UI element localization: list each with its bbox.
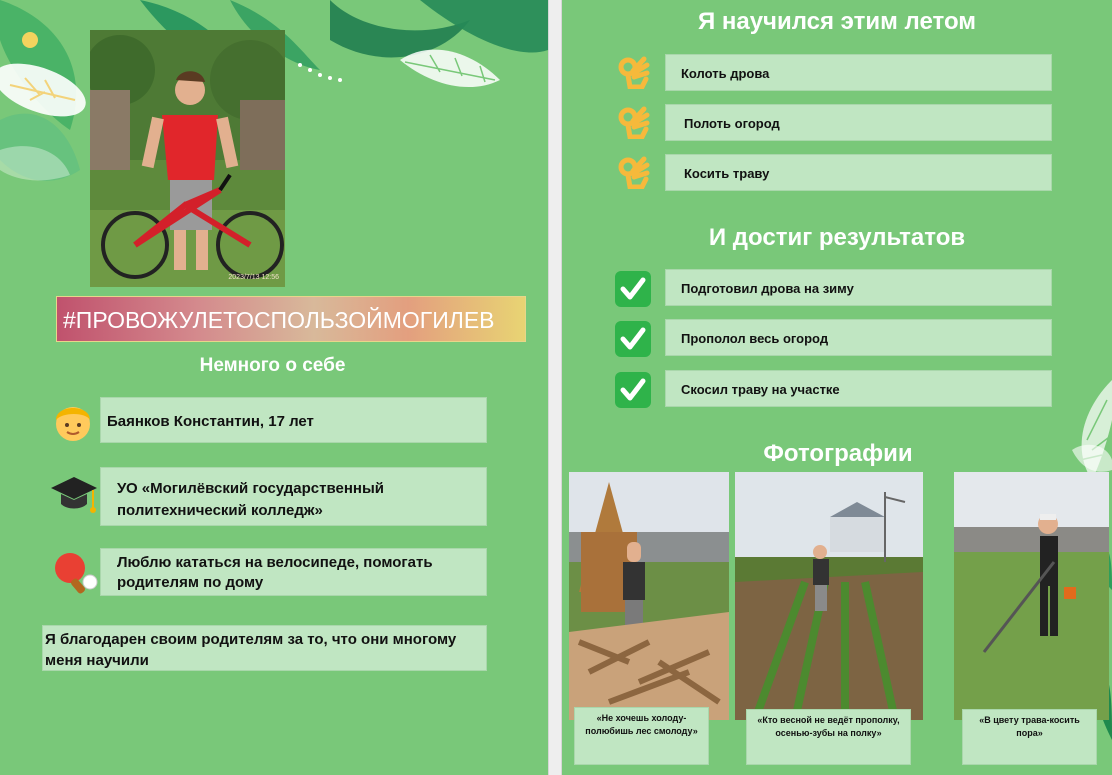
gratitude-text: Я благодарен своим родителям за то, что они многому меня научили	[45, 631, 457, 669]
ok-hand-icon	[616, 155, 650, 194]
graduation-cap-icon	[49, 472, 99, 525]
check-mark-icon	[614, 270, 652, 313]
learned-item-box	[665, 104, 1052, 141]
portrait-photo	[90, 30, 285, 287]
left-page	[0, 0, 548, 775]
about-item-box	[100, 467, 487, 526]
ok-hand-icon	[616, 55, 650, 94]
photos-heading: Фотографии	[763, 440, 913, 467]
photo-caption: «Не хочешь холоду-полюбишь лес смолоду»	[574, 707, 709, 765]
result-item-box	[665, 370, 1052, 407]
result-item-text: Скосил траву на участке	[681, 382, 840, 397]
result-item-box	[665, 319, 1052, 356]
boy-face-icon	[52, 398, 94, 449]
right-page	[562, 0, 1112, 775]
about-item-text: Баянков Константин, 17 лет	[107, 413, 314, 430]
about-item-box	[100, 548, 487, 596]
results-heading: И достиг результатов	[708, 224, 966, 251]
hashtag-banner	[56, 296, 526, 342]
learned-heading: Я научился этим летом	[697, 8, 977, 35]
check-mark-icon	[614, 371, 652, 414]
hashtag-text: #ПРОВОЖУЛЕТОСПОЛЬЗОЙМОГИЛЕВ	[63, 307, 495, 333]
ok-hand-icon	[616, 105, 650, 144]
mowing-photo	[954, 472, 1109, 720]
result-item-box	[665, 269, 1052, 306]
result-item-text: Прополол весь огород	[681, 331, 829, 346]
photo-caption: «Кто весной не ведёт прополку, осенью-зубы на полку»	[746, 709, 911, 765]
learned-item-box	[665, 154, 1052, 191]
about-item-text: УО «Могилёвский государственный политехнический колледж»	[117, 480, 384, 519]
page-gap	[548, 0, 562, 775]
ping-pong-icon	[50, 550, 100, 601]
gratitude-box	[42, 625, 487, 671]
result-item-text: Подготовил дрова на зиму	[681, 281, 854, 296]
weeding-photo	[735, 472, 923, 720]
about-heading: Немного о себе	[199, 355, 346, 376]
about-item-text: Люблю кататься на велосипеде, помогать родителям по дому	[117, 554, 433, 591]
learned-item-text: Полоть огород	[684, 116, 780, 131]
photo-caption: «В цвету трава-косить пора»	[962, 709, 1097, 765]
learned-item-text: Косить траву	[684, 166, 770, 181]
learned-item-text: Колоть дрова	[681, 66, 770, 81]
about-item-box	[100, 397, 487, 443]
check-mark-icon	[614, 320, 652, 363]
woodcutting-photo	[569, 472, 729, 720]
learned-item-box	[665, 54, 1052, 91]
photo-timestamp: 2023/7/13 12:56	[228, 274, 279, 281]
